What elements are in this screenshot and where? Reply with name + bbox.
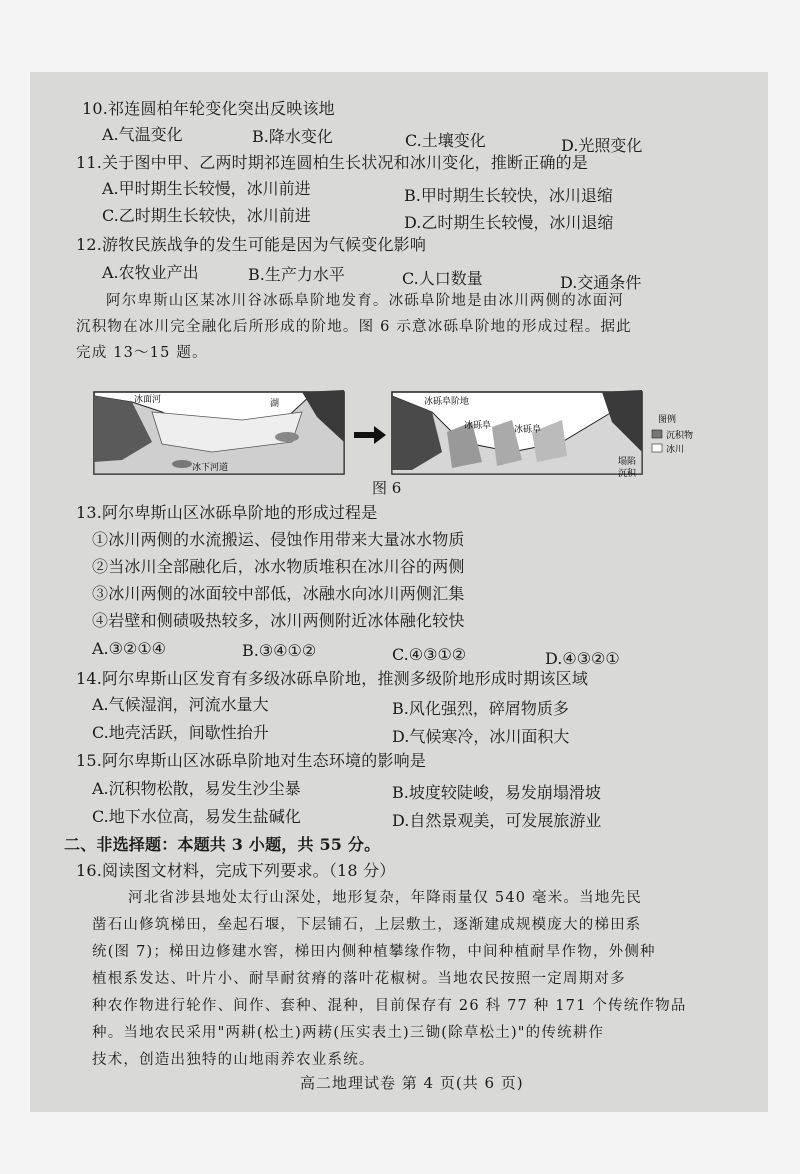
q13-item-1: ①冰川两侧的水流搬运、侵蚀作用带来大量冰水物质 (92, 530, 465, 549)
q12-option-d: D.交通条件 (560, 273, 642, 292)
q12-option-c: C.人口数量 (402, 269, 483, 288)
figure-6-caption: 图 6 (372, 479, 402, 497)
section-2-title: 二、非选择题：本题共 3 小题，共 55 分。 (64, 835, 381, 854)
glacier-after-block (392, 390, 642, 479)
q12-option-b: B.生产力水平 (248, 265, 345, 284)
exam-page (30, 72, 768, 1112)
legend-glacier-label: 冰川 (666, 445, 685, 455)
q10-option-a: A.气温变化 (102, 125, 183, 144)
q16-line-3: 统(图 7)；梯田边修建水窖，梯田内侧种植攀缘作物，中间种植耐旱作物，外侧种 (92, 944, 656, 960)
label-kame-2: 冰砾阜 (514, 425, 542, 435)
q10-stem: 10.祁连圆柏年轮变化突出反映该地 (82, 99, 335, 118)
passage1-line-3: 完成 13～15 题。 (76, 345, 208, 361)
label-subglacial-river: 冰下河道 (192, 463, 229, 473)
page-footer: 高二地理试卷 第 4 页(共 6 页) (300, 1074, 524, 1092)
q15-option-d: D.自然景观美，可发展旅游业 (392, 811, 602, 830)
q14-option-d: D.气候寒冷，冰川面积大 (392, 727, 570, 746)
q13-option-c: C.④③①② (392, 645, 467, 664)
q11-stem: 11.关于图中甲、乙两时期祁连圆柏生长状况和冰川变化，推断正确的是 (76, 153, 589, 172)
figure-6-diagram (92, 382, 712, 482)
label-kame-1: 冰砾阜 (464, 421, 492, 431)
q10-option-b: B.降水变化 (252, 127, 333, 146)
q13-option-a: A.③②①④ (92, 639, 167, 658)
q14-option-c: C.地壳活跃，间歇性抬升 (92, 723, 269, 742)
q10-option-c: C.土壤变化 (405, 131, 486, 150)
q15-option-b: B.坡度较陡峻，易发崩塌滑坡 (392, 783, 601, 802)
q11-option-b: B.甲时期生长较快，冰川退缩 (404, 186, 613, 205)
process-arrow (354, 426, 386, 444)
q11-option-a: A.甲时期生长较慢，冰川前进 (102, 179, 311, 198)
q13-item-2: ②当冰川全部融化后，冰水物质堆积在冰川谷的两侧 (92, 557, 465, 576)
figure-legend (652, 413, 693, 455)
label-collapse: 塌陷 (618, 457, 637, 467)
q14-option-b: B.风化强烈，碎屑物质多 (392, 699, 569, 718)
legend-glacier-swatch (652, 444, 662, 452)
q13-option-b: B.③④①② (242, 641, 317, 660)
q12-stem: 12.游牧民族战争的发生可能是因为气候变化影响 (76, 235, 427, 254)
q13-stem: 13.阿尔卑斯山区冰砾阜阶地的形成过程是 (76, 503, 378, 522)
label-ice-surface-river: 冰面河 (134, 395, 162, 405)
label-lake: 湖 (270, 399, 280, 409)
glacier-before-block (94, 390, 344, 474)
legend-title: 图例 (658, 415, 677, 425)
label-kame-terrace: 冰砾阜阶地 (424, 397, 470, 407)
q16-line-7: 技术，创造出独特的山地雨养农业系统。 (92, 1052, 375, 1068)
q15-option-a: A.沉积物松散，易发生沙尘暴 (92, 779, 301, 798)
q16-line-2: 凿石山修筑梯田，垒起石堰，下层铺石，上层敷土，逐渐建成规模庞大的梯田系 (92, 917, 642, 933)
legend-sediment-label: 沉积物 (666, 431, 694, 441)
q14-option-a: A.气候湿润，河流水量大 (92, 695, 269, 714)
q13-item-4: ④岩壁和侧碛吸热较多，冰川两侧附近冰体融化较快 (92, 611, 465, 630)
q14-stem: 14.阿尔卑斯山区发育有多级冰砾阜阶地，推测多级阶地形成时期该区域 (76, 669, 589, 688)
q16-line-6: 种。当地农民采用"两耕(松土)两耢(压实表土)三锄(除草松土)"的传统耕作 (92, 1025, 605, 1041)
label-sediment: 沉积 (618, 469, 637, 479)
passage1-line-1: 阿尔卑斯山区某冰川谷冰砾阜阶地发育。冰砾阜阶地是由冰川两侧的冰面河 (106, 293, 625, 309)
q13-option-d: D.④③②① (545, 649, 620, 668)
q16-stem: 16.阅读图文材料，完成下列要求。（18 分） (76, 861, 396, 880)
legend-sediment-swatch (652, 430, 662, 438)
q15-stem: 15.阿尔卑斯山区冰砾阜阶地对生态环境的影响是 (76, 751, 427, 770)
q16-line-4: 植根系发达、叶片小、耐旱耐贫瘠的落叶花椒树。当地农民按照一定周期对多 (92, 971, 626, 987)
q10-option-d: D.光照变化 (561, 136, 643, 155)
q12-option-a: A.农牧业产出 (102, 263, 199, 282)
q11-option-d: D.乙时期生长较慢，冰川退缩 (404, 213, 614, 232)
q11-option-c: C.乙时期生长较快，冰川前进 (102, 206, 311, 225)
q16-line-1: 河北省涉县地处太行山深处，地形复杂，年降雨量仅 540 毫米。当地先民 (128, 890, 642, 906)
q16-line-5: 种农作物进行轮作、间作、套种、混种，目前保存有 26 科 77 种 171 个传统作物品 (92, 998, 687, 1014)
passage1-line-2: 沉积物在冰川完全融化后所形成的阶地。图 6 示意冰砾阜阶地的形成过程。据此 (76, 319, 632, 335)
q13-item-3: ③冰川两侧的冰面较中部低，冰融水向冰川两侧汇集 (92, 584, 465, 603)
q15-option-c: C.地下水位高，易发生盐碱化 (92, 807, 301, 826)
